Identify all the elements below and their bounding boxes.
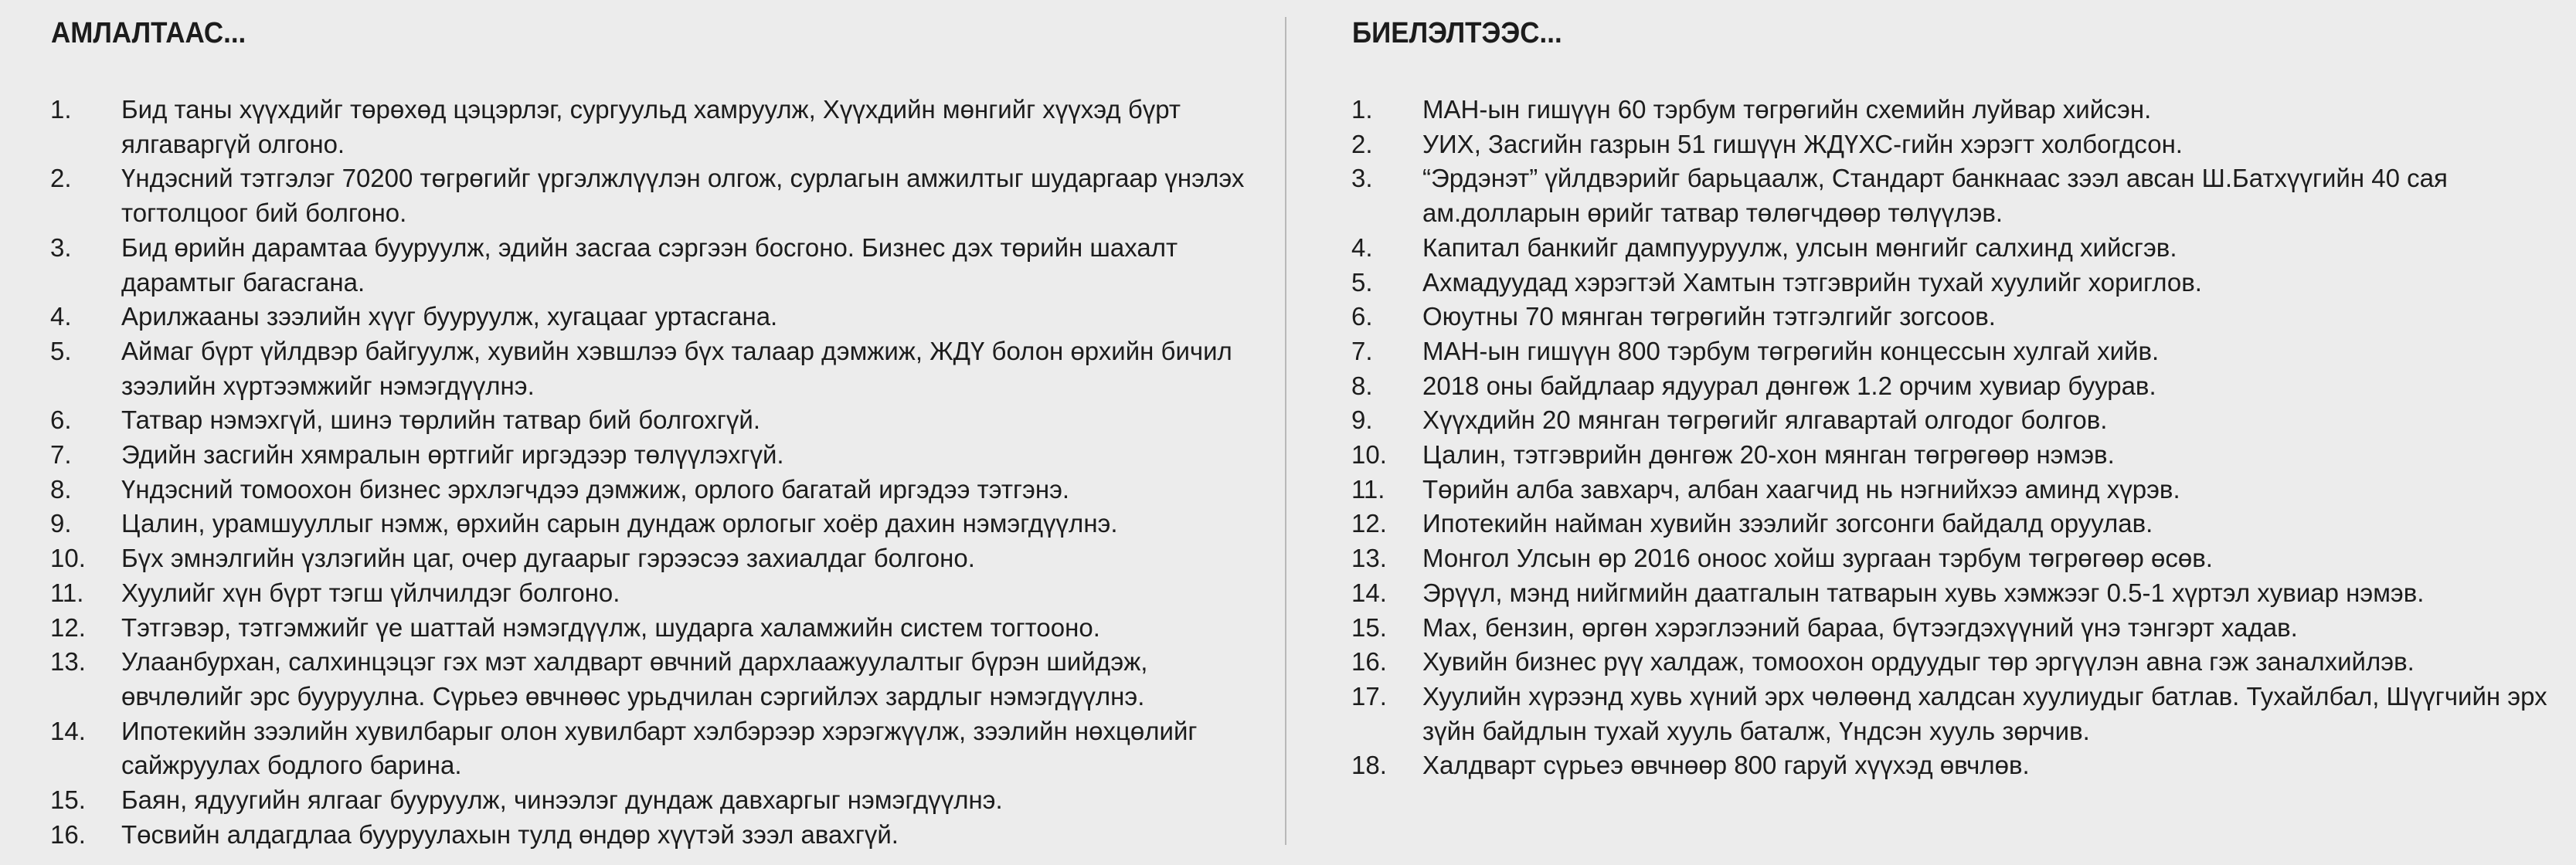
promise-item: [46, 576, 1267, 611]
result-item: [1347, 541, 2561, 576]
item-number: 6.: [50, 405, 72, 435]
item-number: 14.: [1351, 578, 1387, 607]
promise-item: [46, 507, 1267, 541]
item-text: Ипотекийн зээлийн хувилбарыг олон хувилбарт хэлбэрээр хэрэгжүүлж, зээлийн нөхцөлийг сайжруулах бодлого барина.: [121, 716, 1198, 780]
item-text: Төрийн алба завхарч, албан хаагчид нь нэгнийхээ аминд хүрэв.: [1422, 474, 2180, 504]
item-number: 5.: [50, 336, 72, 365]
item-number: 2.: [1351, 129, 1373, 158]
item-text: Бид таны хүүхдийг төрөхөд цэцэрлэг, сургуульд хамруулж, Хүүхдийн мөнгийг хүүхэд бүрт ялгаваргүй олгоно.: [121, 95, 1181, 158]
result-item: [1347, 403, 2561, 438]
item-text: Үндэсний тэтгэлэг 70200 төгрөгийг үргэлжлүүлэн олгож, сурлагын амжилтыг шударгаар үнэлэх тогтолцоог бий болгоно.: [121, 164, 1245, 228]
item-number: 9.: [50, 509, 72, 538]
promise-item: [46, 714, 1267, 783]
result-item: [1347, 645, 2561, 680]
item-number: 9.: [1351, 405, 1373, 435]
item-number: 12.: [1351, 509, 1387, 538]
result-item: [1347, 611, 2561, 646]
promise-item: [46, 403, 1267, 438]
item-number: 13.: [1351, 544, 1387, 573]
item-number: 16.: [50, 819, 86, 849]
item-text: Тэтгэвэр, тэтгэмжийг үе шаттай нэмэгдүүлж, шударга халамжийн систем тогтооно.: [121, 612, 1100, 642]
item-number: 14.: [50, 716, 86, 745]
result-item: [1347, 334, 2561, 369]
item-text: МАН-ын гишүүн 800 тэрбум төгрөгийн концессын хулгай хийв.: [1422, 336, 2160, 365]
item-number: 18.: [1351, 751, 1387, 780]
item-number: 7.: [1351, 336, 1373, 365]
item-number: 2.: [50, 164, 72, 193]
item-text: Баян, ядуугийн ялгааг бууруулж, чинээлэг дундаж давхаргыг нэмэгдүүлнэ.: [121, 785, 1003, 815]
item-text: Хуулийг хүн бүрт тэгш үйлчилдэг болгоно.: [121, 578, 620, 607]
result-item: [1347, 507, 2561, 541]
item-text: УИХ, Засгийн газрын 51 гишүүн ЖДҮХС-гийн хэрэгт холбогдсон.: [1422, 129, 2183, 158]
results-list: [1347, 93, 2561, 783]
item-text: Ахмадуудад хэрэгтэй Хамтын тэтгэврийн тухай хуулийг хориглов.: [1422, 267, 2202, 297]
item-number: 16.: [1351, 647, 1387, 677]
result-item: [1347, 680, 2561, 748]
item-text: Улаанбурхан, салхинцэцэг гэх мэт халдварт өвчний дархлаажуулалтыг бүрэн шийдэж, өвчлөлийг эрс бууруулна. Сүрьеэ өвчнөөс урьдчилан сэргийлэх зардлыг нэмэгдүүлнэ.: [121, 647, 1148, 711]
item-number: 15.: [50, 785, 86, 815]
result-item: [1347, 127, 2561, 162]
result-item: [1347, 161, 2561, 230]
column-divider: [1285, 17, 1286, 845]
item-text: Ипотекийн найман хувийн зээлийг зогсонги байдалд оруулав.: [1422, 509, 2153, 538]
promise-item: [46, 611, 1267, 646]
item-text: “Эрдэнэт” үйлдвэрийг барьцаалж, Стандарт банкнаас зээл авсан Ш.Батхүүгийн 40 сая ам.долларын өрийг татвар төлөгчдөөр төлүүлэв.: [1422, 164, 2448, 228]
promise-item: [46, 334, 1267, 403]
item-text: Монгол Улсын өр 2016 оноос хойш зургаан тэрбум төгрөгөөр өсөв.: [1422, 544, 2213, 573]
item-text: Оюутны 70 мянган төгрөгийн тэтгэлгийг зогсоов.: [1422, 302, 1996, 331]
promise-item: [46, 231, 1267, 300]
item-number: 11.: [1351, 474, 1385, 504]
item-text: 2018 оны байдлаар ядуурал дөнгөж 1.2 орчим хувиар буурав.: [1422, 371, 2156, 400]
item-number: 1.: [1351, 95, 1373, 124]
result-item: [1347, 93, 2561, 127]
promise-item: [46, 473, 1267, 507]
item-number: 7.: [50, 440, 72, 470]
item-number: 8.: [1351, 371, 1373, 400]
result-item: [1347, 300, 2561, 334]
item-text: Хуулийн хүрээнд хувь хүний эрх чөлөөнд халдсан хуулиудыг батлав. Тухайлбал, Шүүгчийн эрх зүйн байдлын тухай хууль баталж, Үндсэн хууль зөрчив.: [1422, 681, 2547, 745]
item-text: МАН-ын гишүүн 60 тэрбум төгрөгийн схемийн луйвар хийсэн.: [1422, 95, 2152, 124]
item-text: Хувийн бизнес рүү халдаж, томоохон ордуудыг төр эргүүлэн авна гэж заналхийлэв.: [1422, 647, 2415, 677]
item-text: Арилжааны зээлийн хүүг бууруулж, хугацааг уртасгана.: [121, 302, 778, 331]
promise-item: [46, 438, 1267, 473]
item-text: Хүүхдийн 20 мянган төгрөгийг ялгавартай олгодог болгов.: [1422, 405, 2108, 435]
promise-item: [46, 645, 1267, 714]
item-text: Бид өрийн дарамтаа бууруулж, эдийн засгаа сэргээн босгоно. Бизнес дэх төрийн шахалт дарамтыг багасгана.: [121, 232, 1178, 297]
result-item: [1347, 231, 2561, 266]
item-text: Үндэсний томоохон бизнес эрхлэгчдээ дэмжиж, орлого багатай иргэдээ тэтгэнэ.: [121, 474, 1070, 504]
item-number: 4.: [1351, 232, 1373, 262]
promises-column: [46, 0, 1267, 865]
item-number: 11.: [50, 578, 84, 607]
promises-list: [46, 93, 1267, 852]
promise-item: [46, 783, 1267, 818]
item-text: Эрүүл, мэнд нийгмийн даатгалын татварын хувь хэмжээг 0.5-1 хүртэл хувиар нэмэв.: [1422, 578, 2425, 607]
item-number: 3.: [1351, 164, 1373, 193]
item-number: 6.: [1351, 302, 1373, 331]
item-text: Эдийн засгийн хямралын өртгийг иргэдээр төлүүлэхгүй.: [121, 440, 784, 470]
results-heading: БИЕЛЭЛТЭЭС...: [1352, 17, 1562, 49]
item-text: Мах, бензин, өргөн хэрэглээний бараа, бүтээгдэхүүний үнэ тэнгэрт хадав.: [1422, 612, 2298, 642]
promise-item: [46, 818, 1267, 853]
item-number: 1.: [50, 95, 72, 124]
promise-item: [46, 541, 1267, 576]
item-number: 12.: [50, 612, 86, 642]
item-number: 15.: [1351, 612, 1387, 642]
item-text: Бүх эмнэлгийн үзлэгийн цаг, очер дугаарыг гэрээсээ захиалдаг болгоно.: [121, 544, 975, 573]
result-item: [1347, 576, 2561, 611]
item-text: Цалин, тэтгэврийн дөнгөж 20-хон мянган төгрөгөөр нэмэв.: [1422, 440, 2115, 470]
promise-item: [46, 161, 1267, 230]
item-text: Төсвийн алдагдлаа бууруулахын тулд өндөр хүүтэй зээл авахгүй.: [121, 819, 899, 849]
item-number: 10.: [1351, 440, 1387, 470]
results-column: [1347, 0, 2561, 865]
item-number: 10.: [50, 544, 86, 573]
result-item: [1347, 473, 2561, 507]
item-number: 8.: [50, 474, 72, 504]
item-text: Татвар нэмэхгүй, шинэ төрлийн татвар бий болгохгүй.: [121, 405, 760, 435]
promise-item: [46, 93, 1267, 161]
result-item: [1347, 369, 2561, 404]
result-item: [1347, 266, 2561, 300]
item-text: Цалин, урамшууллыг нэмж, өрхийн сарын дундаж орлогыг хоёр дахин нэмэгдүүлнэ.: [121, 509, 1118, 538]
item-number: 5.: [1351, 267, 1373, 297]
promise-item: [46, 300, 1267, 334]
item-number: 17.: [1351, 681, 1387, 711]
result-item: [1347, 438, 2561, 473]
item-number: 3.: [50, 232, 72, 262]
item-number: 13.: [50, 647, 86, 677]
item-number: 4.: [50, 302, 72, 331]
promises-heading: АМЛАЛТААС...: [51, 17, 246, 49]
item-text: Аймаг бүрт үйлдвэр байгуулж, хувийн хэвшлээ бүх талаар дэмжиж, ЖДҮ болон өрхийн бичил зээлийн хүртээмжийг нэмэгдүүлнэ.: [121, 336, 1232, 400]
result-item: [1347, 748, 2561, 783]
item-text: Капитал банкийг дампууруулж, улсын мөнгийг салхинд хийсгэв.: [1422, 232, 2177, 262]
item-text: Халдварт сүрьеэ өвчнөөр 800 гаруй хүүхэд өвчлөв.: [1422, 751, 2030, 780]
